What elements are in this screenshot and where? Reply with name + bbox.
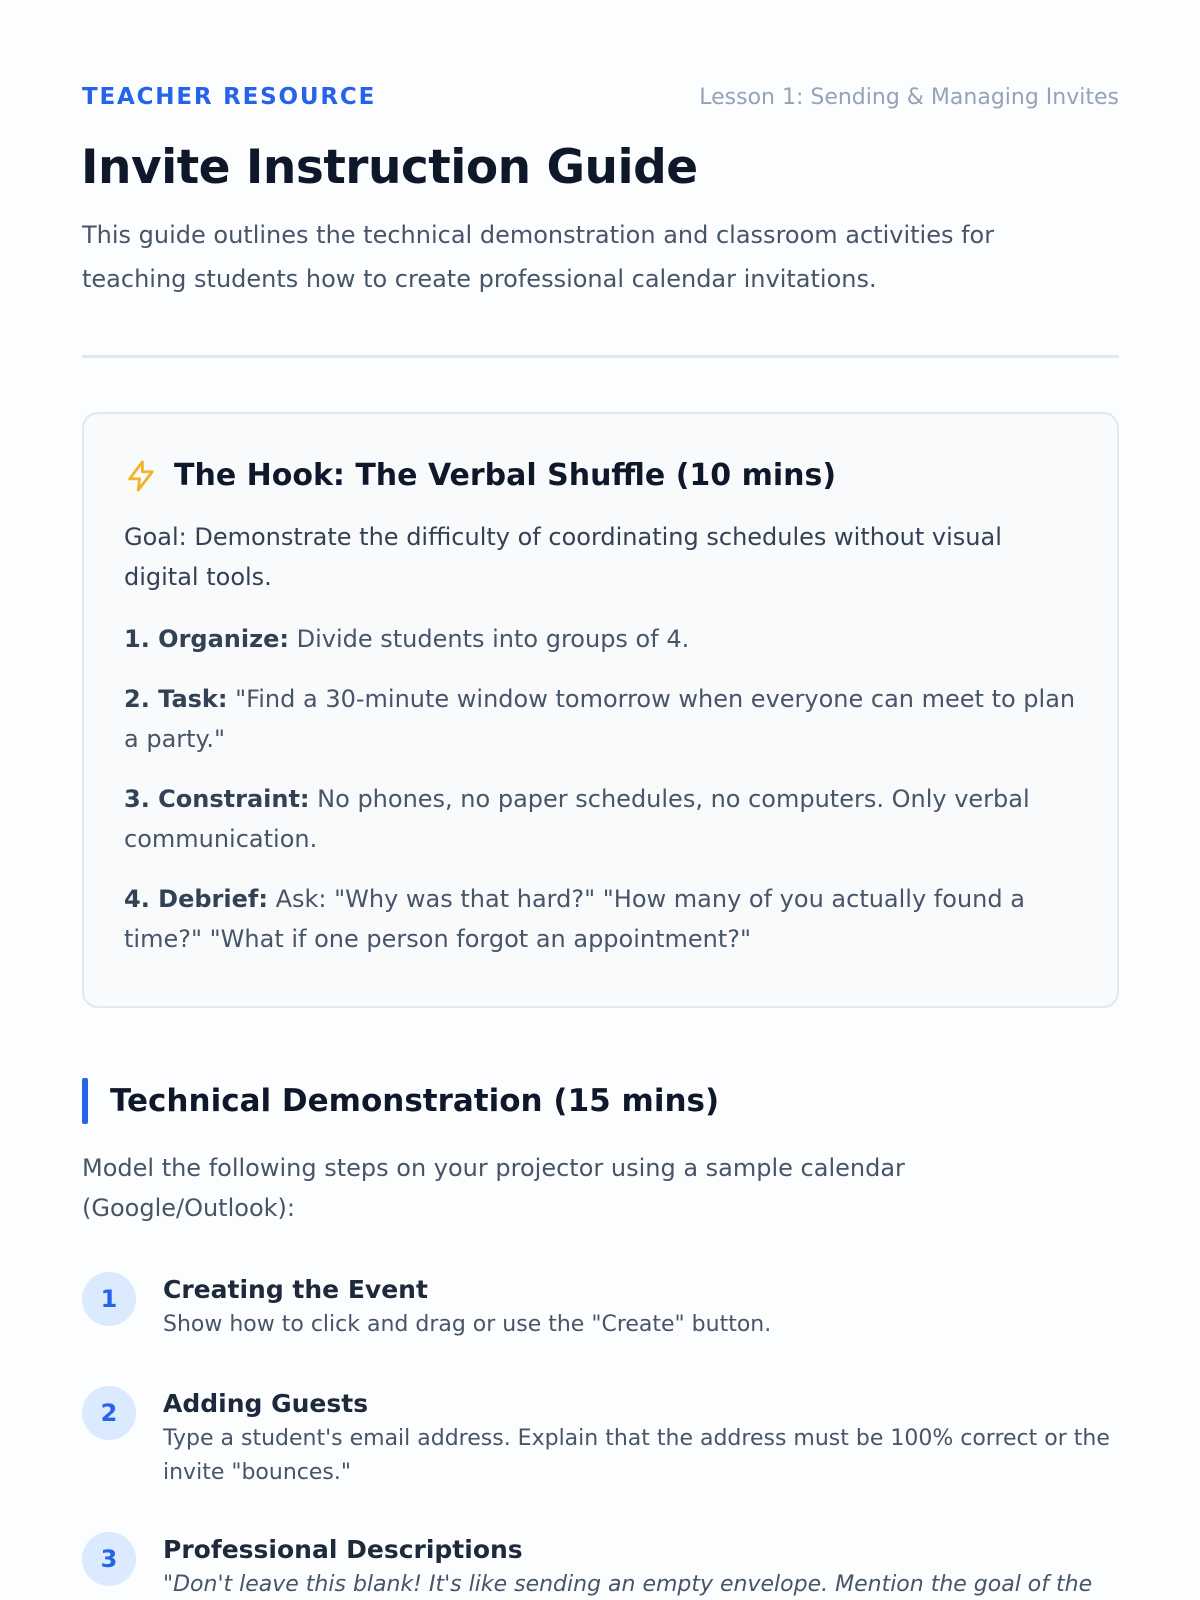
page-title: Invite Instruction Guide — [81, 140, 698, 195]
hook-step-label: 4. Debrief: — [124, 885, 268, 913]
hook-step-label: 1. Organize: — [124, 625, 289, 653]
demo-section-header — [82, 1078, 719, 1124]
header-bar — [82, 84, 1119, 110]
hook-step-text: No phones, no paper schedules, no computers. Only verbal communication. — [124, 785, 1030, 853]
demo-step-text — [163, 1272, 1119, 1342]
section-accent-bar — [82, 1078, 88, 1124]
demo-step-text — [163, 1532, 1119, 1600]
divider — [82, 355, 1119, 358]
demo-section-title: Technical Demonstration (15 mins) — [110, 1083, 720, 1119]
hook-step — [124, 619, 1077, 659]
hook-steps — [124, 619, 1077, 959]
demo-intro: Model the following steps on your projector using a sample calendar (Google/Outlook): — [82, 1154, 905, 1222]
hook-title: The Hook: The Verbal Shuffle (10 mins) — [174, 458, 837, 493]
demo-step — [82, 1272, 1119, 1342]
step-number-badge: 2 — [82, 1386, 136, 1440]
hook-goal: Goal: Demonstrate the difficulty of coordinating schedules without visual digital tools. — [124, 523, 1002, 591]
lightning-bolt-icon — [124, 459, 158, 493]
hook-step-label: 2. Task: — [124, 685, 228, 713]
lesson-label: Lesson 1: Sending & Managing Invites — [699, 85, 1119, 110]
demo-step-text — [163, 1386, 1119, 1490]
hook-step-text: Ask: "Why was that hard?" "How many of you actually found a time?" "What if one person forgot an appointment?" — [124, 885, 1025, 953]
step-number-badge: 1 — [82, 1272, 136, 1326]
demo-step — [82, 1386, 1119, 1490]
demo-step-desc: Type a student's email address. Explain that the address must be 100% correct or the invite "bounces." — [163, 1426, 1110, 1485]
hook-step — [124, 679, 1077, 759]
intro-text: This guide outlines the technical demonstration and classroom activities for teaching students how to create professional calendar invitations. — [82, 221, 995, 293]
hook-step-label: 3. Constraint: — [124, 785, 310, 813]
demo-step-desc: "Don't leave this blank! It's like sending an empty envelope. Mention the goal of the — [163, 1572, 1093, 1597]
step-number-badge: 3 — [82, 1532, 136, 1586]
hook-step-text: "Find a 30-minute window tomorrow when everyone can meet to plan a party." — [124, 685, 1076, 753]
hook-card — [82, 412, 1119, 1008]
demo-step — [82, 1532, 1119, 1600]
eyebrow-label: TEACHER RESOURCE — [82, 84, 377, 110]
demo-step-title: Adding Guests — [163, 1389, 369, 1418]
demo-step-title: Professional Descriptions — [163, 1535, 523, 1564]
hook-step-text: Divide students into groups of 4. — [296, 625, 690, 653]
hook-step — [124, 779, 1077, 859]
hook-step — [124, 879, 1077, 959]
demo-step-desc: Show how to click and drag or use the "Create" button. — [163, 1312, 772, 1337]
demo-step-title: Creating the Event — [163, 1275, 428, 1304]
hook-header — [124, 458, 1077, 493]
